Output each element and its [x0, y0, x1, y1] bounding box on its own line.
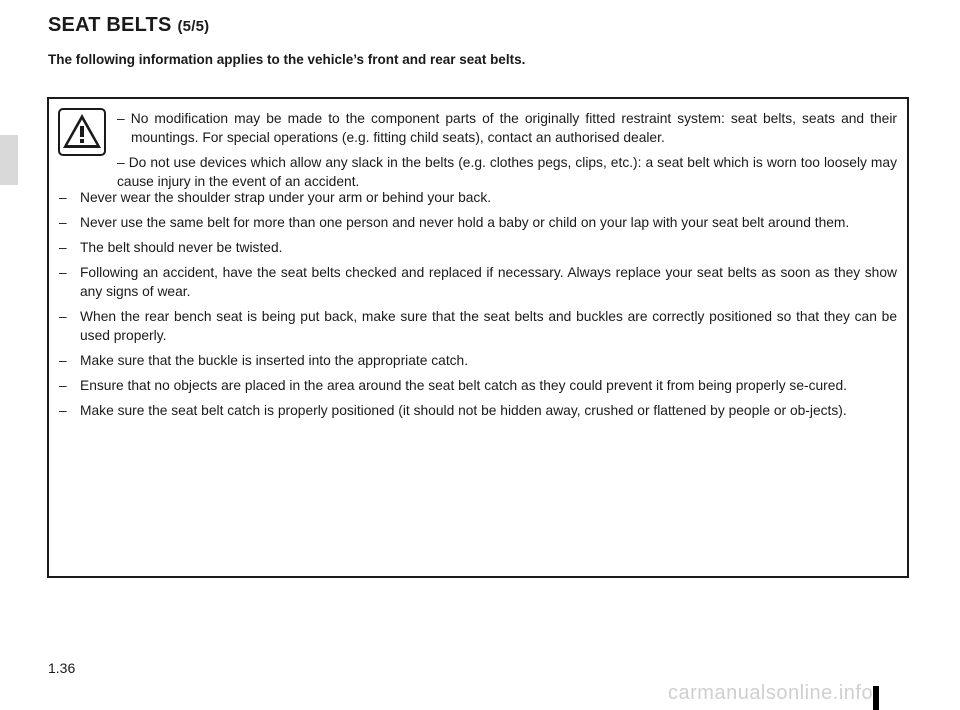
list-item: – Never use the same belt for more than one person and never hold a baby or child on your lap with your seat belt around them. [59, 215, 850, 230]
page-corner-mark [873, 686, 879, 710]
list-item: – Make sure that the buckle is inserted into the appropriate catch. [59, 353, 469, 368]
list-item: – Make sure the seat belt catch is properly positioned (it should not be hidden away, crushed or flattened by people or ob-jects). [59, 403, 847, 418]
warning-triangle-icon [58, 108, 106, 156]
title-text: SEAT BELTS [48, 14, 172, 36]
warning-note: – No modification may be made to the component parts of the originally fitted restraint system: seat belts, seats and their mountings. For special operations (e.g. fitting child seats), contact an authorised dealer. [117, 111, 897, 145]
page-title [48, 14, 209, 37]
page-number: 1.36 [48, 660, 76, 676]
chapter-side-tab [0, 135, 18, 185]
intro-text: The following information applies to the vehicle’s front and rear seat belts. [48, 52, 526, 67]
list-item: – When the rear bench seat is being put back, make sure that the seat belts and buckles are correctly positioned so that they can be used properly. [59, 309, 897, 343]
warning-box [47, 97, 909, 578]
list-item: – The belt should never be twisted. [59, 240, 283, 255]
precaution-list [59, 188, 897, 426]
list-item: – Never wear the shoulder strap under your arm or behind your back. [59, 190, 492, 205]
warning-notes [117, 109, 897, 197]
list-item: – Following an accident, have the seat belts checked and replaced if necessary. Always replace your seat belts as soon as they show any signs of wear. [59, 265, 897, 299]
list-item: – Ensure that no objects are placed in the area around the seat belt catch as they could prevent it from being properly se-cured. [59, 378, 847, 393]
title-part-indicator: (5/5) [177, 18, 210, 35]
warning-note: – Do not use devices which allow any slack in the belts (e.g. clothes pegs, clips, etc.): a seat belt which is worn too loosely may cause injury in the event of an accident. [117, 155, 897, 189]
watermark: carmanualsonline.info [668, 682, 874, 704]
